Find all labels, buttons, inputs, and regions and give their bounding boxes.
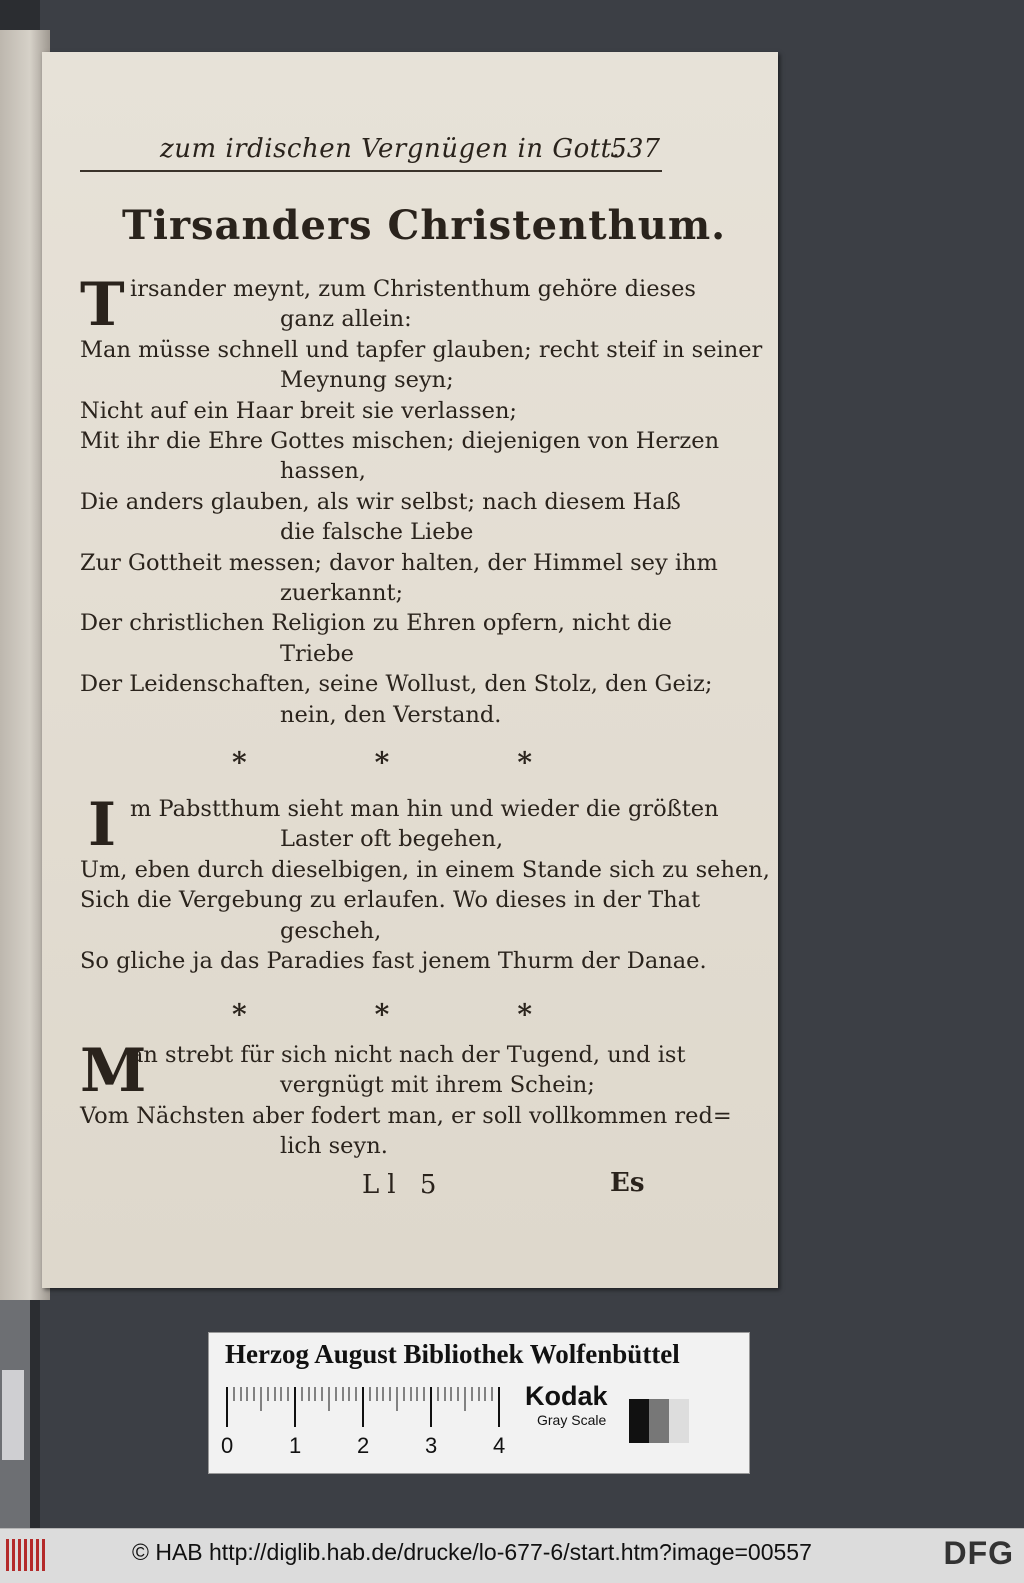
poem-line: irsander meynt, zum Christenthum gehöre dieses <box>130 276 696 302</box>
copyright-link[interactable]: © HAB http://diglib.hab.de/drucke/lo-677-6/start.htm?image=00557 <box>132 1539 812 1565</box>
ruler-ticks <box>227 1387 509 1431</box>
gray-patches <box>629 1399 689 1443</box>
dropcap: M <box>80 1036 147 1106</box>
poem-line: Laster oft begehen, <box>280 826 504 853</box>
poem-line: Man müsse schnell und tapfer glauben; recht steif in seiner <box>80 336 763 363</box>
poem-line: gescheh, <box>280 917 382 944</box>
poem-line: m Pabstthum sieht man hin und wieder die größten <box>130 796 719 822</box>
ruler-number: 0 <box>221 1433 234 1458</box>
stanza-3 <box>80 1036 732 1162</box>
label-sticker <box>2 1370 24 1460</box>
footer-bar <box>0 1528 1024 1583</box>
poem-line: Nicht auf ein Haar breit sie verlassen; <box>80 397 518 424</box>
kodak-label <box>525 1381 608 1428</box>
underlying-strip <box>0 1300 30 1540</box>
ruler-number: 1 <box>289 1433 302 1458</box>
poem-line: Vom Nächsten aber fodert man, er soll vollkommen red= <box>80 1102 732 1129</box>
star: * <box>232 746 247 779</box>
section-divider <box>232 998 532 1031</box>
poem-line: lich seyn. <box>280 1133 388 1160</box>
dropcap: I <box>87 790 117 860</box>
section-divider <box>232 746 532 779</box>
stanza-2 <box>80 790 770 976</box>
running-head <box>80 130 662 172</box>
star: * <box>374 998 390 1031</box>
book-page <box>42 52 778 1288</box>
poem-line: So gliche ja das Paradies fast jenem Thurm der Danae. <box>80 948 707 975</box>
catchword: Es <box>610 1168 645 1198</box>
ruler-number: 2 <box>357 1433 370 1458</box>
poem-line: Um, eben durch dieselbigen, in einem Stande sich zu sehen, <box>80 856 770 883</box>
ruler-number: 3 <box>425 1433 438 1458</box>
kodak-brand: Kodak <box>525 1381 608 1411</box>
library-name: Herzog August Bibliothek Wolfenbüttel <box>225 1339 680 1369</box>
poem-line: Meynung seyn; <box>280 367 454 394</box>
poem-line: Der Leidenschaften, seine Wollust, den Stolz, den Geiz; <box>80 671 713 698</box>
poem-line: Mit ihr die Ehre Gottes mischen; diejenigen von Herzen <box>80 428 720 455</box>
ruler-number: 4 <box>493 1433 506 1458</box>
gray-patch <box>629 1399 649 1443</box>
poem-line: Der christlichen Religion zu Ehren opfern, nicht die <box>80 610 672 637</box>
color-target <box>208 1332 750 1474</box>
scale-ruler <box>221 1387 509 1458</box>
gray-patch <box>649 1399 669 1443</box>
poem-line: hassen, <box>280 458 366 485</box>
star: * <box>517 998 532 1031</box>
poem-line: die falsche Liebe <box>280 519 474 546</box>
poem-line: zuerkannt; <box>280 580 404 607</box>
star: * <box>232 998 247 1031</box>
poem-line: Die anders glauben, als wir selbst; nach diesem Haß <box>80 488 681 515</box>
signature-mark: Ll 5 <box>362 1170 445 1200</box>
hab-logo-icon <box>6 1539 46 1571</box>
gray-patch <box>669 1399 689 1443</box>
poem-line: Triebe <box>280 640 354 667</box>
poem-line: Zur Gottheit messen; davor halten, der Himmel sey ihm <box>80 549 718 576</box>
page-number: 537 <box>610 134 660 164</box>
poem-line: ganz allein: <box>280 306 412 333</box>
poem-line: nein, den Verstand. <box>280 701 502 728</box>
dfg-logo: DFG <box>943 1535 1014 1571</box>
poem-line: Sich die Vergebung zu erlaufen. Wo dieses in der That <box>80 887 701 914</box>
kodak-sub: Gray Scale <box>537 1412 607 1428</box>
dropcap: T <box>80 270 125 340</box>
star: * <box>374 746 390 779</box>
stanza-1 <box>80 270 763 730</box>
star: * <box>517 746 532 779</box>
poem-line: vergnügt mit ihrem Schein; <box>280 1072 595 1099</box>
poem-title: Tirsanders Christenthum. <box>122 202 727 249</box>
poem-line: an strebt für sich nicht nach der Tugend, und ist <box>130 1042 686 1068</box>
running-head-title: zum irdischen Vergnügen in Gott. <box>160 134 621 164</box>
